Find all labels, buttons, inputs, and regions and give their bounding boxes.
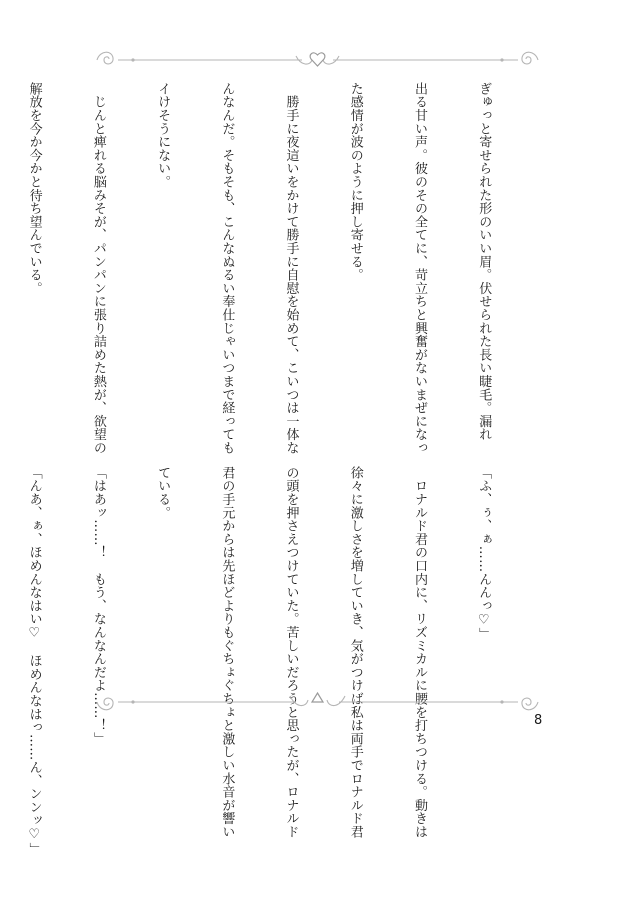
text-line: ている。	[155, 466, 171, 520]
bottom-ornament	[0, 684, 635, 724]
text-line: ぎゅっと寄せられた形のいい眉。伏せられた長い睫毛。漏れ	[476, 82, 492, 442]
text-line: 君の手元からは先ほどよりもぐちょぐちょと激しい水音が響い	[219, 466, 235, 839]
text-line: た感情が波のように押し寄せる。	[347, 82, 363, 282]
text-line: 勝手に夜這いをかけて勝手に自慰を始めて、こいつは一体な	[283, 82, 299, 455]
triangle-icon	[312, 693, 323, 702]
top-text-block	[26, 82, 537, 455]
bottom-text-block	[26, 466, 537, 856]
text-line: 「んあ、ぁ、ほめんなはい♡ ほめんなはっ……ん、ンンッ♡」	[26, 466, 42, 856]
text-line: 「ふ、ぅ、ぁ……んんっ♡」	[476, 466, 492, 641]
text-line: イけそうにない。	[155, 82, 171, 189]
text-line: 解放を今か今かと待ち望んでいる。	[26, 82, 42, 295]
text-line: の頭を押さえつけていた。苦しいだろうと思ったが、ロナルド	[283, 466, 299, 839]
text-line: じんと痺れる脳みそが、パンパンに張り詰めた熱が、欲望の	[90, 82, 106, 455]
top-ornament	[0, 38, 635, 78]
text-line: 「はあッ……！ もう、なんなんだよ……！」	[90, 466, 106, 746]
text-line: 徐々に激しさを増していき、気がつけば私は両手でロナルド君	[347, 466, 363, 839]
heart-icon	[310, 53, 325, 66]
page-number: 8	[534, 713, 543, 728]
text-line: 出る甘い声。彼のその全てに、苛立ちと興奮がないまぜになっ	[411, 82, 427, 455]
text-line: ロナルド君の口内に、リズミカルに腰を打ちつける。動きは	[411, 466, 427, 839]
text-line: んなんだ。そもそも、こんなぬるい奉仕じゃいつまで経っても	[219, 82, 235, 455]
